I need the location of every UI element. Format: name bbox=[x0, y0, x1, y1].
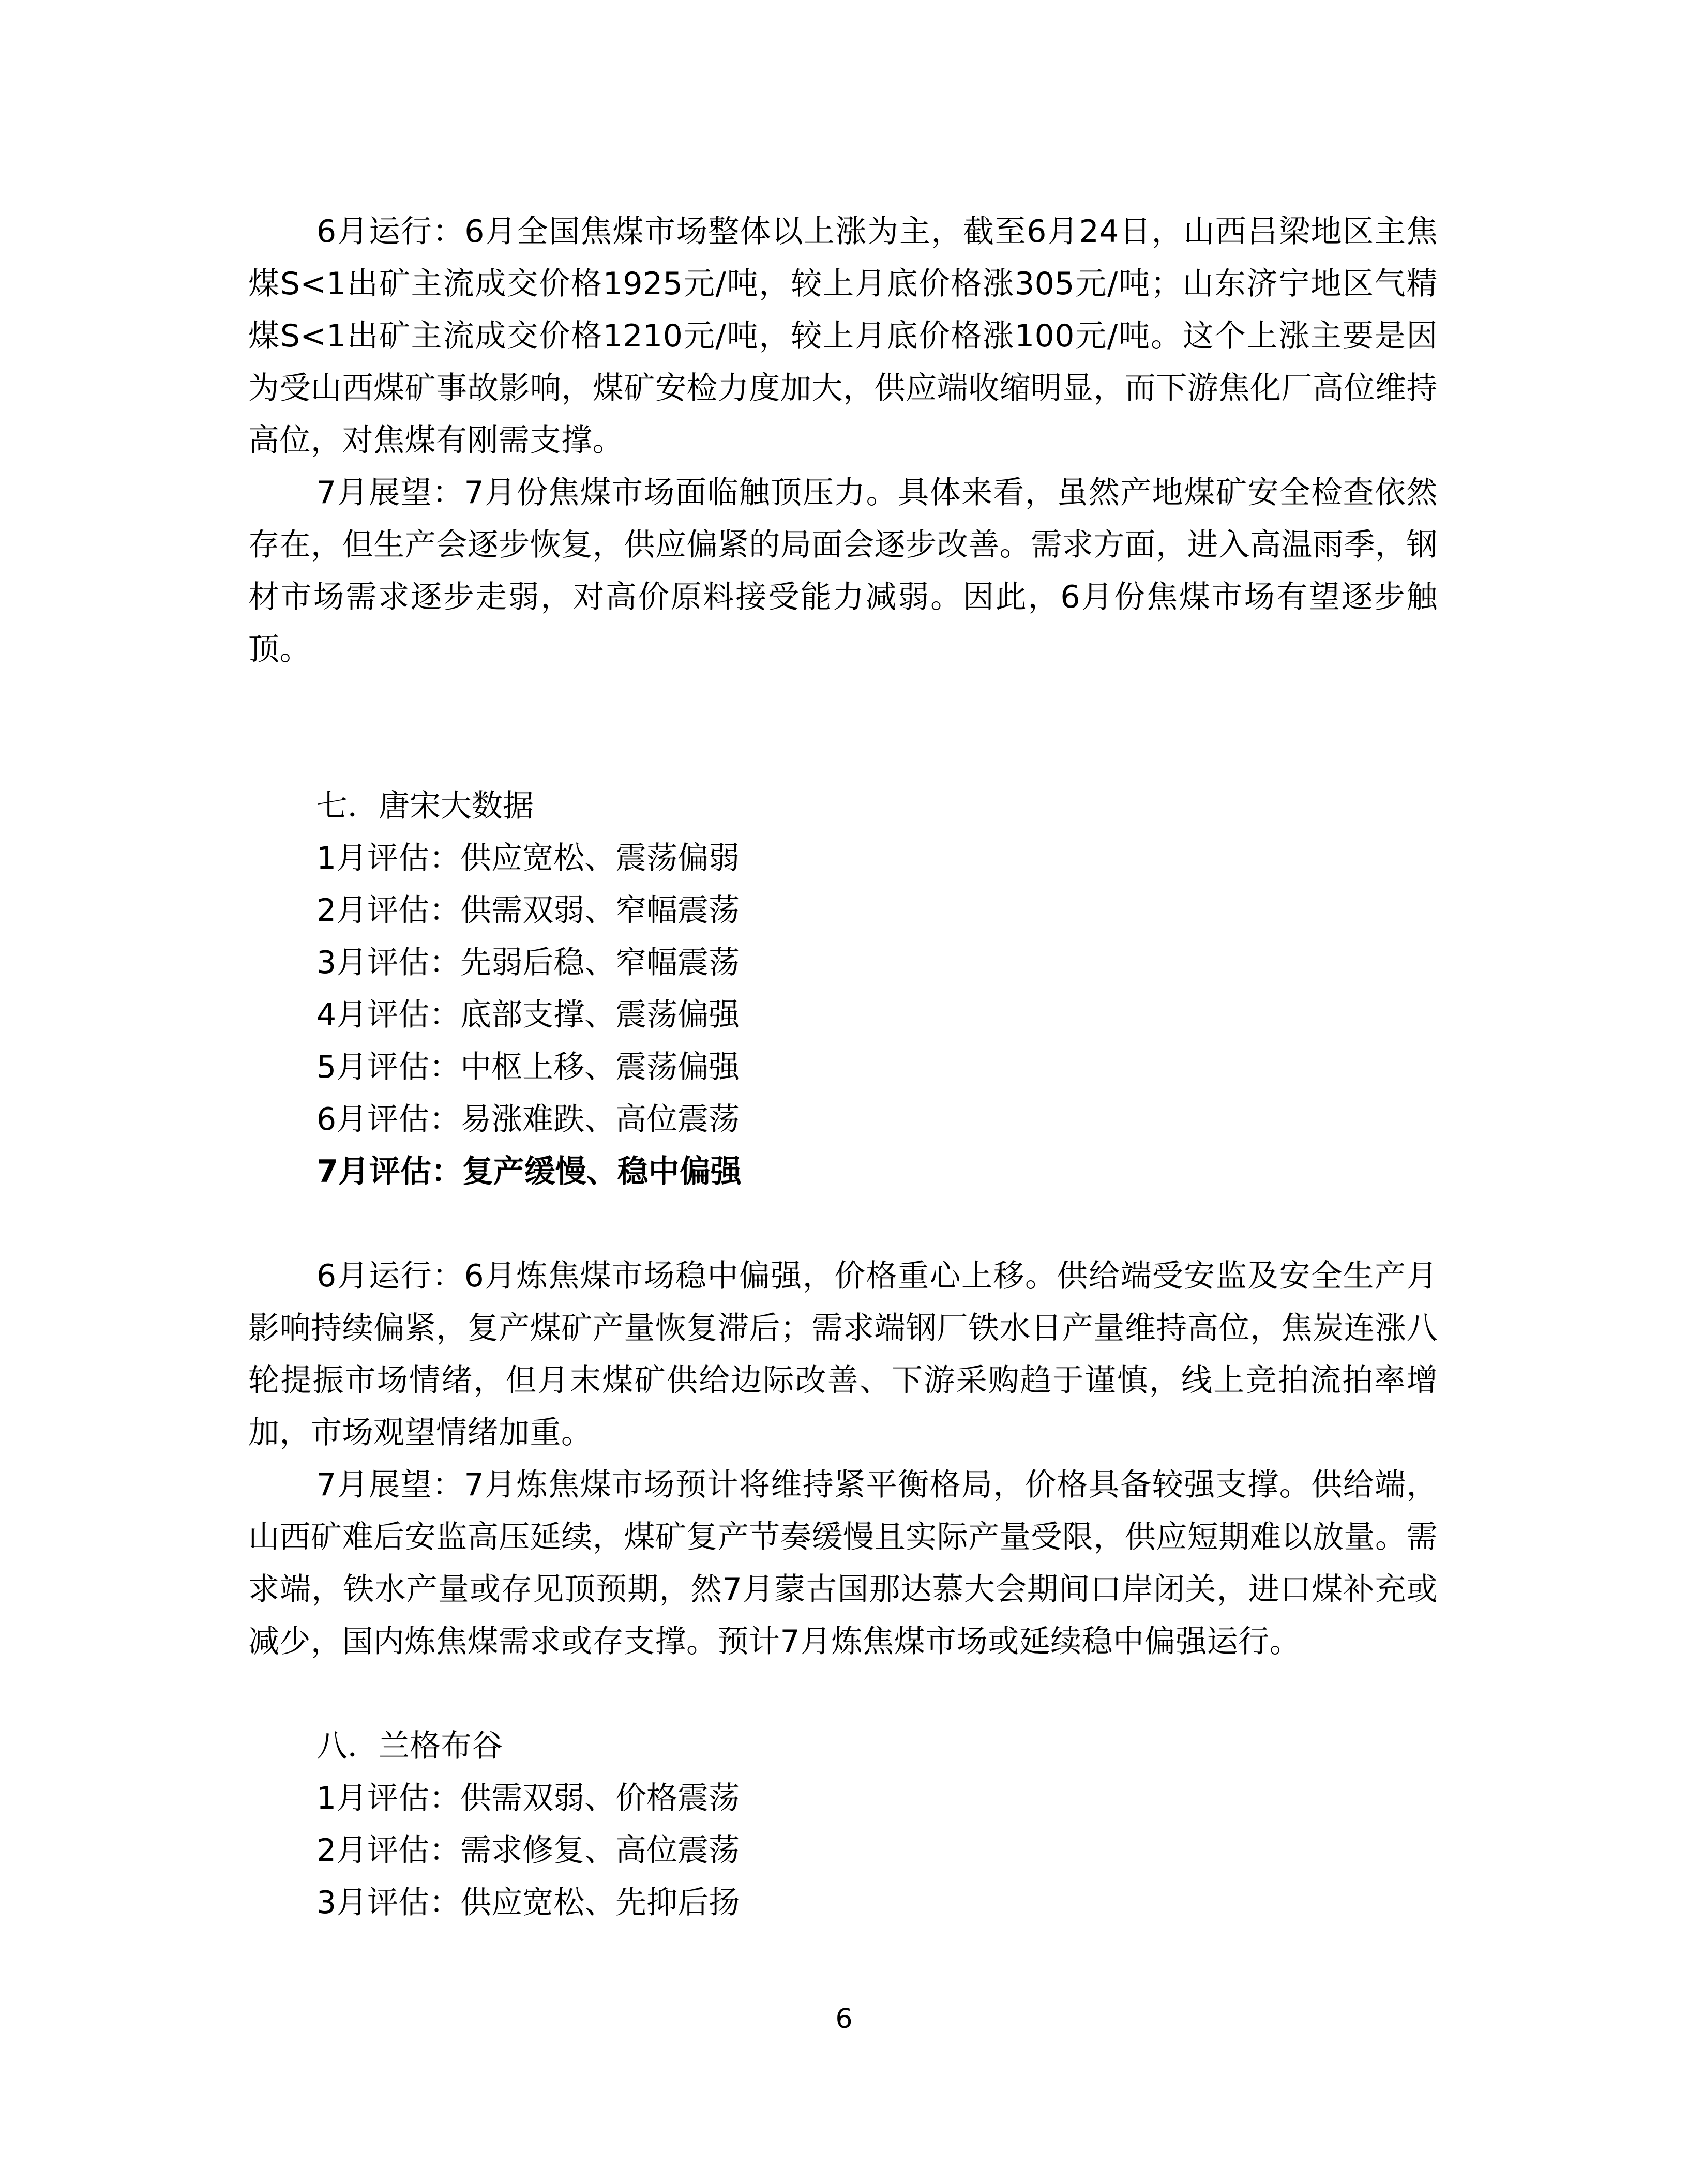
spacer bbox=[248, 1198, 1438, 1250]
spacer bbox=[248, 676, 1438, 780]
section8-evaluation-2: 2月评估：需求修复、高位震荡 bbox=[317, 1832, 740, 1869]
section7-outlook-paragraph: 7月展望：7月炼焦煤市场预计将维持紧平衡格局，价格具备较强支撑。供给端，山西矿难后安监高压延续，煤矿复产节奏缓慢且实际产量受限，供应短期难以放量。需求端，铁水产量或存见顶预期，然7月蒙古国那达慕大会期间口岸闭关，进口煤补充或减少，国内炼焦煤需求或存支撑。预计7月炼焦煤市场或延续稳中偏强运行。 bbox=[248, 1467, 1438, 1660]
section6-run-paragraph: 6月运行：6月全国焦煤市场整体以上涨为主，截至6月24日，山西吕梁地区主焦煤S<1出矿主流成交价格1925元/吨，较上月底价格涨305元/吨；山东济宁地区气精煤S<1出矿主流成交价格1210元/吨，较上月底价格涨100元/吨。这个上涨主要是因为受山西煤矿事故影响，煤矿安检力度加大，供应端收缩明显，而下游焦化厂高位维持高位，对焦煤有刚需支撑。 bbox=[248, 214, 1438, 459]
section7-evaluation-6: 6月评估：易涨难跌、高位震荡 bbox=[317, 1101, 740, 1138]
section7-evaluation-4: 4月评估：底部支撑、震荡偏强 bbox=[317, 997, 740, 1033]
section7-evaluation-2: 2月评估：供需双弱、窄幅震荡 bbox=[317, 892, 740, 929]
section7-title: 七．唐宋大数据 bbox=[317, 788, 534, 824]
section7-evaluation-7: 7月评估：复产缓慢、稳中偏强 bbox=[317, 1154, 742, 1190]
spacer bbox=[248, 1668, 1438, 1720]
section7-evaluation-3: 3月评估：先弱后稳、窄幅震荡 bbox=[317, 945, 740, 981]
section8-evaluation-3: 3月评估：供应宽松、先抑后扬 bbox=[317, 1885, 740, 1921]
section7-evaluation-1: 1月评估：供应宽松、震荡偏弱 bbox=[317, 840, 740, 876]
section7-run-paragraph: 6月运行：6月炼焦煤市场稳中偏强，价格重心上移。供给端受安监及安全生产月影响持续偏紧，复产煤矿产量恢复滞后；需求端钢厂铁水日产量维持高位，焦炭连涨八轮提振市场情绪，但月末煤矿供给边际改善、下游采购趋于谨慎，线上竞拍流拍率增加，市场观望情绪加重。 bbox=[248, 1258, 1438, 1451]
section6-outlook-paragraph: 7月展望：7月份焦煤市场面临触顶压力。具体来看，虽然产地煤矿安全检查依然存在，但生产会逐步恢复，供应偏紧的局面会逐步改善。需求方面，进入高温雨季，钢材市场需求逐步走弱，对高价原料接受能力减弱。因此，6月份焦煤市场有望逐步触顶。 bbox=[248, 475, 1438, 668]
page-content bbox=[248, 206, 1438, 1929]
section7-evaluation-5: 5月评估：中枢上移、震荡偏强 bbox=[317, 1049, 740, 1085]
section8-evaluation-1: 1月评估：供需双弱、价格震荡 bbox=[317, 1780, 740, 1816]
section8-title: 八．兰格布谷 bbox=[317, 1728, 503, 1764]
page-number: 6 bbox=[835, 2004, 853, 2035]
